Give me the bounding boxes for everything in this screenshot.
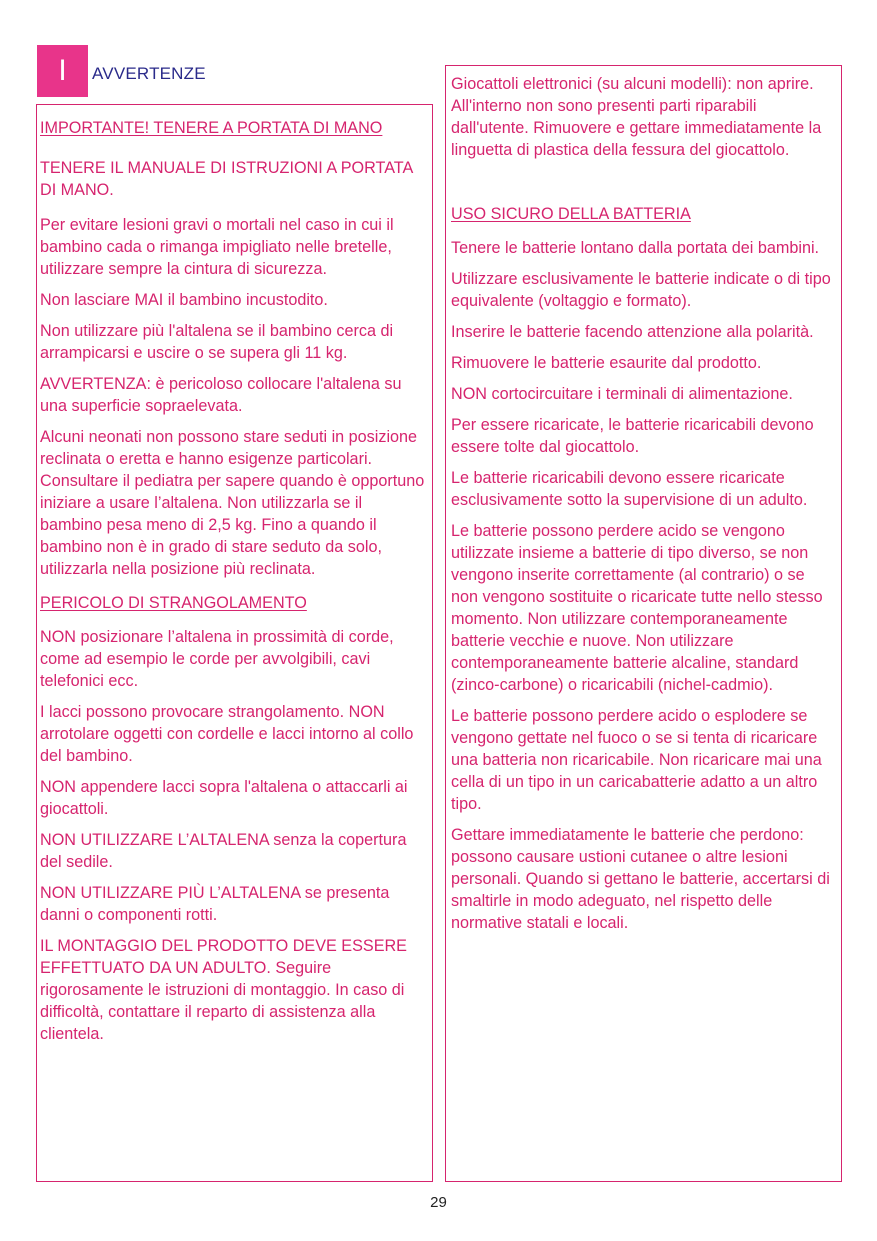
battery-paragraph: Tenere le batterie lontano dalla portata dei bambini. (451, 239, 820, 257)
battery-paragraph: Utilizzare esclusivamente le batterie indicate o di tipo equivalente (voltaggio e formato). (451, 270, 831, 310)
warning-paragraph: Giocattoli elettronici (su alcuni modelli): non aprire. All'interno non sono presenti parti riparabili dall'utente. Rimuovere e gettare immediatamente la linguetta di plastica della fessura del giocattolo. (451, 75, 822, 159)
warning-paragraph: NON UTILIZZARE L’ALTALENA senza la copertura del sedile. (40, 831, 407, 871)
page-number: 29 (430, 1194, 447, 1211)
battery-paragraph: Le batterie ricaricabili devono essere ricaricate esclusivamente sotto la supervisione di un adulto. (451, 469, 808, 509)
left-column (36, 104, 433, 1182)
battery-paragraph: Gettare immediatamente le batterie che perdono: possono causare ustioni cutanee o altre lesioni personali. Quando si gettano le batterie, accertarsi di smaltirle in modo adeguato, nel rispetto delle normative statali e locali. (451, 826, 830, 932)
warning-paragraph: I lacci possono provocare strangolamento. NON arrotolare oggetti con cordelle e lacci intorno al collo del bambino. (40, 703, 414, 765)
warning-paragraph: IL MONTAGGIO DEL PRODOTTO DEVE ESSERE EFFETTUATO DA UN ADULTO. Seguire rigorosamente le istruzioni di montaggio. In caso di difficoltà, contattare il reparto di assistenza alla clientela. (40, 937, 407, 1043)
warning-paragraph: NON appendere lacci sopra l'altalena o attaccarli ai giocattoli. (40, 778, 408, 818)
language-tab: I (37, 45, 88, 97)
battery-paragraph: Le batterie possono perdere acido o esplodere se vengono gettate nel fuoco o se si tenta di ricaricare una batteria non ricaricabile. Non ricaricare mai una cella di un tipo in un caricabatterie adatto a un altro tipo. (451, 707, 822, 813)
battery-paragraph: NON cortocircuitare i terminali di alimentazione. (451, 385, 793, 403)
section-title: AVVERTENZE (92, 64, 206, 83)
warning-paragraph: Alcuni neonati non possono stare seduti in posizione reclinata o eretta e hanno esigenze particolari. Consultare il pediatra per sapere quando è opportuno iniziare a usare l’altalena. Non utilizzarla se il bambino pesa meno di 2,5 kg. Fino a quando il bambino non è in grado di stare seduto da solo, utilizzarla nella posizione più reclinata. (40, 428, 425, 578)
battery-paragraph: Per essere ricaricate, le batterie ricaricabili devono essere tolte dal giocattolo. (451, 416, 814, 456)
warning-paragraph: Per evitare lesioni gravi o mortali nel caso in cui il bambino cada o rimanga impigliato nelle bretelle, utilizzare sempre la cintura di sicurezza. (40, 216, 394, 278)
battery-paragraph: Inserire le batterie facendo attenzione alla polarità. (451, 323, 814, 341)
warning-paragraph: NON posizionare l’altalena in prossimità di corde, come ad esempio le corde per avvolgibili, cavi telefonici ecc. (40, 628, 394, 690)
warning-paragraph: Non lasciare MAI il bambino incustodito. (40, 291, 328, 309)
heading-strangulation: PERICOLO DI STRANGOLAMENTO (40, 594, 307, 612)
warning-paragraph: AVVERTENZA: è pericoloso collocare l'altalena su una superficie sopraelevata. (40, 375, 402, 415)
right-column (445, 65, 842, 1182)
battery-paragraph: Le batterie possono perdere acido se vengono utilizzate insieme a batterie di tipo diverso, se non vengono inserite correttamente (al contrario) o se non vengono sostituite o ricaricate tutte nello stesso momento. Non utilizzare contemporaneamente batterie vecchie e nuove. Non utilizzare contemporaneamente batterie alcaline, standard (zinco-carbone) o ricaricabili (nichel-cadmio). (451, 522, 823, 694)
warning-paragraph: NON UTILIZZARE PIÙ L’ALTALENA se presenta danni o componenti rotti. (40, 884, 390, 924)
manual-note: TENERE IL MANUALE DI ISTRUZIONI A PORTATA DI MANO. (40, 159, 413, 199)
heading-important: IMPORTANTE! TENERE A PORTATA DI MANO (40, 119, 383, 137)
battery-paragraph: Rimuovere le batterie esaurite dal prodotto. (451, 354, 762, 372)
heading-battery: USO SICURO DELLA BATTERIA (451, 205, 691, 223)
warning-paragraph: Non utilizzare più l'altalena se il bambino cerca di arrampicarsi e uscire o se supera gli 11 kg. (40, 322, 394, 362)
